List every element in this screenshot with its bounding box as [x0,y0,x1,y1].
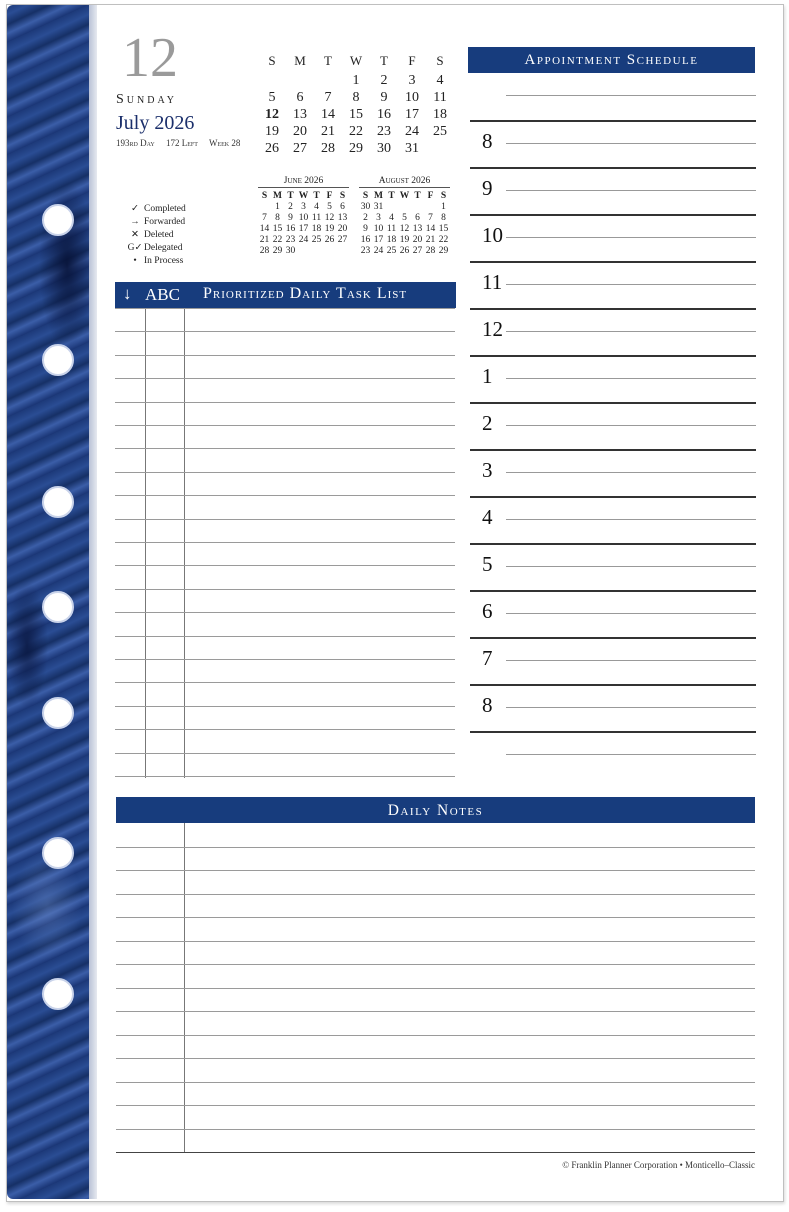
weekday-header: T [313,190,320,201]
weekday-header: T [414,190,421,201]
calendar-day: 15 [349,106,363,122]
task-line [115,776,455,777]
calendar-day: 4 [314,201,319,212]
legend-item: • In Process [126,255,186,268]
calendar-day: 20 [293,123,307,139]
calendar-day: 21 [259,234,270,245]
calendar-day: 31 [405,140,419,156]
week-number: Week 28 [208,138,241,148]
calendar-day: 2 [380,72,388,88]
notes-line [116,917,755,918]
binding-edge [89,5,97,1199]
mini-calendar-prev [258,176,349,256]
copyright-footer: © Franklin Planner Corporation • Monticello–Classic [562,1160,755,1170]
weekday-header: F [326,190,333,201]
hour-line [470,590,756,592]
hour-label: 8 [482,693,493,717]
task-line [115,729,455,730]
hour-label: 9 [482,176,493,200]
calendar-week [258,223,349,234]
calendar-week [359,223,450,234]
calendar-day: 23 [377,123,391,139]
calendar-day: 7 [324,89,332,105]
calendar-empty [286,72,314,89]
calendar-week [359,245,450,256]
mini-calendar-title: June 2026 [258,176,349,188]
calendar-day: 18 [433,106,447,122]
half-hour-line [506,331,756,332]
hour-label: 12 [482,317,503,341]
hour-label: 3 [482,458,493,482]
weekday-header: F [408,53,416,68]
calendar-day: 12 [265,106,279,122]
weekday-header: S [436,53,444,68]
weekday-header: F [427,190,434,201]
calendar-day: 14 [321,106,335,122]
hour-line [470,496,756,498]
calendar-day: 31 [373,201,384,212]
binder-hole [42,837,74,869]
hour-line [470,637,756,639]
mini-calendar-next [359,176,450,256]
calendar-day: 29 [349,140,363,156]
calendar-day: 21 [425,234,436,245]
calendar-week [258,72,454,89]
calendar-day: 25 [311,234,322,245]
hour-line [470,261,756,263]
calendar-empty [385,201,398,212]
task-line [115,542,455,543]
weekday-header-row [359,190,450,201]
calendar-empty [323,245,336,256]
checkmark-icon: ✓ [131,204,139,214]
calendar-day: 9 [380,89,388,105]
calendar-day: 27 [412,245,423,256]
calendar-day: 25 [386,245,397,256]
notes-line [116,1152,755,1153]
half-hour-line [506,566,756,567]
half-hour-line [506,613,756,614]
calendar-day: 26 [399,245,410,256]
calendar-empty [314,72,342,89]
weekday-header: S [268,53,276,68]
calendar-day: 3 [301,201,306,212]
calendar-day: 15 [438,223,449,234]
half-hour-line [506,660,756,661]
half-hour-line [506,425,756,426]
task-list-header [115,282,456,308]
calendar-day: 19 [324,223,335,234]
weekday-header: S [440,190,447,201]
day-number: 12 [122,27,178,89]
calendar-day: 4 [436,72,444,88]
notes-line [116,1058,755,1059]
task-line [115,682,455,683]
calendar-week [258,201,349,212]
calendar-day: 5 [327,201,332,212]
weekday-header: S [261,190,268,201]
calendar-day: 28 [321,140,335,156]
task-list-lines[interactable] [115,308,455,778]
calendar-empty [336,245,349,256]
task-line [115,402,455,403]
half-hour-line [506,378,756,379]
arrow-right-icon: → [130,217,140,227]
notes-line [116,1082,755,1083]
task-line [115,355,455,356]
calendar-day: 2 [288,201,293,212]
calendar-day: 7 [262,212,267,223]
notes-line [116,988,755,989]
weekday-header: T [388,190,395,201]
calendar-day: 29 [438,245,449,256]
weekday-header-row [258,50,454,72]
calendar-day: 28 [425,245,436,256]
task-line [115,472,455,473]
notes-line [116,847,755,848]
calendar-week [359,234,450,245]
hour-line [470,543,756,545]
calendar-day: 6 [415,212,420,223]
binder-hole [42,697,74,729]
calendar-day: 30 [377,140,391,156]
calendar-day: 24 [405,123,419,139]
calendar-day: 9 [363,223,368,234]
calendar-day: 17 [298,223,309,234]
task-line [115,565,455,566]
delegated-icon: G✓ [127,243,143,253]
calendar-empty [310,245,323,256]
calendar-day: 24 [373,245,384,256]
calendar-day: 3 [408,72,416,88]
appointment-schedule[interactable] [470,74,756,778]
calendar-day: 8 [441,212,446,223]
calendar-day: 18 [386,234,397,245]
hour-label: 10 [482,223,503,247]
calendar-empty [297,245,310,256]
x-icon: ✕ [131,230,139,240]
calendar-day: 12 [399,223,410,234]
calendar-day: 14 [259,223,270,234]
calendar-day: 10 [298,212,309,223]
calendar-day: 20 [412,234,423,245]
hour-line [470,449,756,451]
calendar-day: 27 [293,140,307,156]
calendar-day: 3 [376,212,381,223]
task-line [115,331,455,332]
calendar-day: 16 [377,106,391,122]
calendar-day: 23 [360,245,371,256]
calendar-day: 5 [268,89,276,105]
notes-line [116,1129,755,1130]
calendar-empty [258,72,286,89]
legend-item: ✕ Deleted [126,229,186,242]
weekday-header: T [324,53,332,68]
legend-item: ✓ Completed [126,203,186,216]
calendar-day: 18 [311,223,322,234]
hour-line [470,308,756,310]
calendar-day: 23 [285,234,296,245]
weekday-header: T [287,190,294,201]
calendar-day: 27 [337,234,348,245]
calendar-day: 14 [425,223,436,234]
calendar-day: 6 [296,89,304,105]
calendar-empty [258,201,271,212]
calendar-day: 17 [373,234,384,245]
task-line [115,612,455,613]
calendar-day: 10 [373,223,384,234]
calendar-day: 16 [360,234,371,245]
calendar-day: 12 [324,212,335,223]
calendar-day: 6 [340,201,345,212]
day-of-year: 193rd Day [116,138,155,148]
notes-line [116,941,755,942]
task-line [115,425,455,426]
binder-hole [42,204,74,236]
calendar-day: 13 [337,212,348,223]
calendar-day: 21 [321,123,335,139]
calendar-week [258,123,454,140]
calendar-day: 1 [275,201,280,212]
calendar-day: 13 [412,223,423,234]
calendar-day: 2 [363,212,368,223]
task-line [115,706,455,707]
calendar-day: 22 [349,123,363,139]
task-line [115,519,455,520]
calendar-week [359,201,450,212]
calendar-day: 16 [285,223,296,234]
calendar-day: 24 [298,234,309,245]
weekday-header: T [380,53,388,68]
notes-line [116,870,755,871]
hour-line [470,167,756,169]
hour-label: 11 [482,270,503,294]
daily-notes-header: Daily Notes [116,797,755,823]
month-calendar [258,50,454,157]
binder-hole [42,591,74,623]
hour-label: 4 [482,505,493,529]
calendar-day: 30 [285,245,296,256]
half-hour-line [506,95,756,96]
binder-hole [42,486,74,518]
hour-label: 5 [482,552,493,576]
calendar-day: 11 [386,223,397,234]
calendar-day: 10 [405,89,419,105]
binder-hole [42,344,74,376]
calendar-day: 19 [265,123,279,139]
calendar-day: 1 [441,201,446,212]
hour-label: 8 [482,129,493,153]
half-hour-line [506,190,756,191]
task-line [115,378,455,379]
priority-label: ABC [145,285,180,304]
binder-hole [42,978,74,1010]
calendar-week [258,106,454,123]
hour-label: 2 [482,411,493,435]
day-info [116,138,249,148]
hour-label: 1 [482,364,493,388]
half-hour-line [506,472,756,473]
calendar-week [258,212,349,223]
hour-line [470,731,756,733]
calendar-day: 17 [405,106,419,122]
hour-line [470,402,756,404]
weekday-header: M [374,190,383,201]
task-line [115,753,455,754]
calendar-day: 26 [324,234,335,245]
calendar-week [359,212,450,223]
hour-line [470,355,756,357]
calendar-week [258,245,349,256]
calendar-empty [398,201,411,212]
calendar-day: 8 [352,89,360,105]
task-line [115,636,455,637]
notes-line [116,1035,755,1036]
notes-line [116,1011,755,1012]
legend-item: → Forwarded [126,216,186,229]
calendar-day: 29 [272,245,283,256]
weekday-header: M [294,53,306,68]
calendar-day: 19 [399,234,410,245]
calendar-week [258,89,454,106]
weekday-header: W [349,53,363,68]
weekday-label: Sunday [116,92,177,107]
weekday-header: M [273,190,282,201]
calendar-day: 11 [311,212,322,223]
task-line [115,495,455,496]
calendar-empty [424,201,437,212]
calendar-day: 9 [288,212,293,223]
bullet-icon: • [133,256,137,266]
month-year-label: July 2026 [116,112,195,134]
hour-line [470,120,756,122]
calendar-day: 28 [259,245,270,256]
hour-line [470,684,756,686]
calendar-day: 22 [272,234,283,245]
legend-item: G✓ Delegated [127,243,183,253]
task-line [115,448,455,449]
half-hour-line [506,754,756,755]
appointment-schedule-header: Appointment Schedule [468,47,755,73]
half-hour-line [506,707,756,708]
days-left: 172 Left [165,138,198,148]
calendar-day: 25 [433,123,447,139]
mini-calendar-title: August 2026 [359,176,450,188]
calendar-day: 13 [293,106,307,122]
calendar-week [258,140,454,157]
calendar-day: 4 [389,212,394,223]
notes-line [116,964,755,965]
calendar-empty [411,201,424,212]
calendar-day: 7 [428,212,433,223]
task-line [115,589,455,590]
weekday-header: S [339,190,346,201]
status-legend [126,203,186,268]
daily-notes-lines[interactable] [116,823,755,1153]
calendar-day: 5 [402,212,407,223]
calendar-day: 30 [360,201,371,212]
half-hour-line [506,284,756,285]
calendar-day: 26 [265,140,279,156]
arrow-down-icon: ↓ [123,284,133,303]
weekday-header: W [399,190,410,201]
hour-label: 6 [482,599,493,623]
calendar-day: 22 [438,234,449,245]
calendar-day: 8 [275,212,280,223]
calendar-day: 1 [352,72,360,88]
task-line [115,659,455,660]
calendar-week [258,234,349,245]
calendar-empty [426,140,454,157]
weekday-header-row [258,190,349,201]
hour-label: 7 [482,646,493,670]
task-line [115,308,455,309]
hour-line [470,214,756,216]
calendar-day: 20 [337,223,348,234]
half-hour-line [506,143,756,144]
notes-line [116,1105,755,1106]
weekday-header: W [298,190,309,201]
weekday-header: S [362,190,369,201]
notes-line [116,894,755,895]
task-list-title: Prioritized Daily Task List [203,285,408,302]
calendar-day: 11 [433,89,447,105]
half-hour-line [506,519,756,520]
calendar-day: 15 [272,223,283,234]
half-hour-line [506,237,756,238]
